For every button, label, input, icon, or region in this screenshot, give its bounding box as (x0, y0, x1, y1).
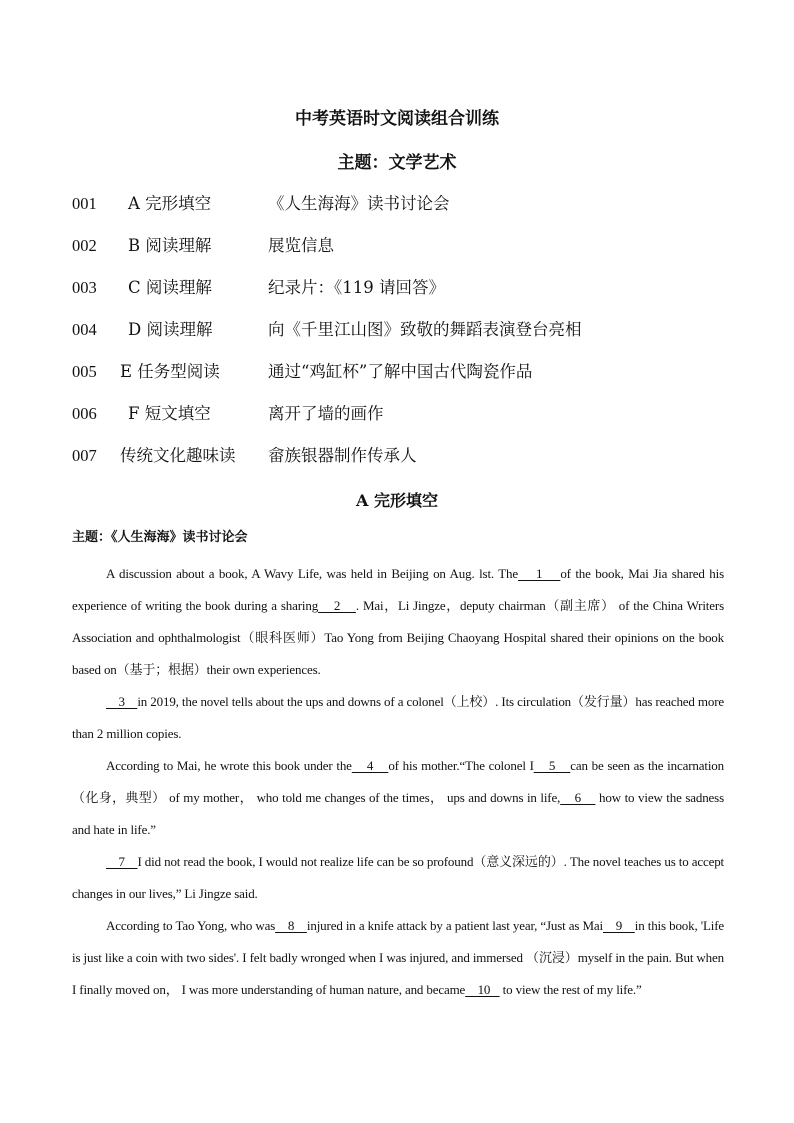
answer-blank: 4 (351, 758, 389, 773)
toc-number: 007 (72, 446, 97, 465)
toc-row (72, 274, 752, 316)
toc-topic: 向《千里江山图》致敬的舞蹈表演登台亮相 (268, 320, 582, 339)
paragraph-text: of his mother.“The colonel I (388, 758, 534, 773)
answer-blank: 9 (603, 918, 635, 933)
toc-number: 002 (72, 236, 97, 255)
article-paragraph (72, 750, 724, 846)
toc-type: D 阅读理解 (128, 320, 213, 339)
toc-number: 004 (72, 320, 97, 339)
paragraph-text: According to Mai, he wrote this book under the (106, 758, 352, 773)
paragraph-text: in this book, 'Life is just like a coin with two sides'. I felt badly wronged when I was injured, and immersed （沉浸）myself in the pain. But when I finally moved on， I was more understanding of human nature, and became (72, 918, 725, 997)
paragraph-text: According to Tao Yong, who was (106, 918, 276, 933)
toc-type: C 阅读理解 (128, 278, 212, 297)
toc-topic: 畲族银器制作传承人 (268, 446, 417, 465)
toc-topic: 离开了墙的画作 (268, 404, 384, 423)
toc-row (72, 400, 752, 442)
paragraph-text: to view the rest of my life.” (499, 982, 642, 997)
toc-type: F 短文填空 (128, 404, 211, 423)
toc-topic: 通过“鸡缸杯”了解中国古代陶瓷作品 (268, 362, 533, 381)
answer-blank: 3 (106, 694, 138, 709)
article-paragraph (72, 558, 724, 686)
toc-type: B 阅读理解 (128, 236, 212, 255)
answer-blank: 5 (533, 758, 571, 773)
section-subject: 主题：《人生海海》读书讨论会 (72, 530, 248, 545)
paragraph-text: in 2019, the novel tells about the ups and downs of a colonel（上校）. Its circulation（发行量）has reached more than 2 million copies. (72, 694, 724, 741)
table-of-contents (72, 190, 752, 484)
paragraph-text: injured in a knife attack by a patient last year, “Just as Mai (306, 918, 603, 933)
toc-number: 005 (72, 362, 97, 381)
toc-number: 003 (72, 278, 97, 297)
paragraph-text: . Mai，Li Jingze，deputy chairman（副主席） of the China Writers Association and ophthalmologist（眼科医师）Tao Yong from Beijing Chaoyang Hospital shared their opinions on the book based on（基于；根据）their own experiences. (72, 598, 724, 677)
toc-row (72, 358, 752, 400)
toc-topic: 纪录片：《119 请回答》 (268, 278, 445, 297)
answer-blank: 6 (560, 790, 596, 805)
cloze-article (72, 558, 724, 1006)
paragraph-text: can be seen as the incarnation（化身，典型） of my mother， who told me changes of the times， ups and downs in life, (72, 758, 724, 805)
article-paragraph (72, 910, 724, 1006)
paragraph-text: how to view the sadness and hate in life.” (72, 790, 724, 837)
article-paragraph (72, 846, 724, 910)
paragraph-text: I did not read the book, I would not realize life can be so profound（意义深远的）. The novel teaches us to accept changes in our lives,” Li Jingze said. (72, 854, 724, 901)
paragraph-text: A discussion about a book, A Wavy Life, was held in Beijing on Aug. lst. The (106, 566, 519, 581)
toc-type: A 完形填空 (128, 194, 212, 213)
toc-row (72, 316, 752, 358)
toc-row (72, 442, 752, 484)
toc-row (72, 232, 752, 274)
page-subtitle: 主题：文学艺术 (337, 153, 457, 173)
answer-blank: 1 (518, 566, 561, 581)
toc-number: 006 (72, 404, 97, 423)
toc-number: 001 (72, 194, 97, 213)
toc-topic: 展览信息 (268, 236, 334, 255)
answer-blank: 2 (318, 598, 356, 613)
toc-row (72, 190, 752, 232)
section-title: A 完形填空 (356, 491, 438, 510)
toc-type: 传统文化趣味读 (120, 446, 236, 465)
answer-blank: 7 (106, 854, 138, 869)
paragraph-text: of the book, Mai Jia shared his experience of writing the book during a sharing (72, 566, 724, 613)
toc-type: E 任务型阅读 (120, 362, 220, 381)
page-title: 中考英语时文阅读组合训练 (295, 109, 499, 129)
answer-blank: 10 (465, 982, 500, 997)
answer-blank: 8 (275, 918, 307, 933)
toc-topic: 《人生海海》读书讨论会 (268, 194, 450, 213)
article-paragraph (72, 686, 724, 750)
